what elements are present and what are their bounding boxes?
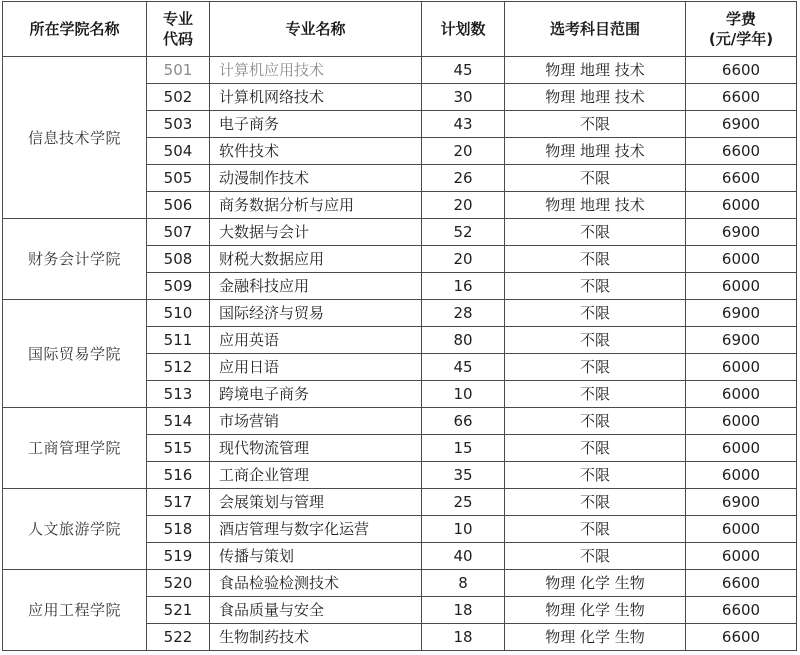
subjects-cell: 不限 — [505, 273, 686, 300]
subjects-cell: 物理 地理 技术 — [505, 192, 686, 219]
major-name-cell: 食品检验检测技术 — [210, 570, 422, 597]
plan-count-cell: 20 — [422, 246, 505, 273]
major-code-cell: 510 — [147, 300, 210, 327]
table-body — [3, 57, 797, 651]
plan-count-cell: 8 — [422, 570, 505, 597]
tuition-fee-cell: 6000 — [686, 354, 797, 381]
plan-count-cell: 45 — [422, 57, 505, 84]
tuition-fee-cell: 6000 — [686, 408, 797, 435]
table-row — [3, 570, 797, 597]
subjects-cell: 不限 — [505, 165, 686, 192]
tuition-fee-cell: 6600 — [686, 597, 797, 624]
plan-count-cell: 40 — [422, 543, 505, 570]
major-code-cell: 501 — [147, 57, 210, 84]
tuition-fee-cell: 6600 — [686, 57, 797, 84]
major-code-cell: 512 — [147, 354, 210, 381]
header-college: 所在学院名称 — [3, 2, 147, 57]
college-cell: 财务会计学院 — [3, 219, 147, 300]
major-code-cell: 505 — [147, 165, 210, 192]
subjects-cell: 不限 — [505, 516, 686, 543]
plan-count-cell: 28 — [422, 300, 505, 327]
header-subjects: 选考科目范围 — [505, 2, 686, 57]
tuition-fee-cell: 6600 — [686, 84, 797, 111]
major-name-cell: 财税大数据应用 — [210, 246, 422, 273]
major-name-cell: 生物制药技术 — [210, 624, 422, 651]
major-code-cell: 519 — [147, 543, 210, 570]
plan-count-cell: 66 — [422, 408, 505, 435]
plan-count-cell: 10 — [422, 381, 505, 408]
plan-count-cell: 30 — [422, 84, 505, 111]
subjects-cell: 物理 地理 技术 — [505, 138, 686, 165]
major-code-cell: 508 — [147, 246, 210, 273]
major-code-cell: 509 — [147, 273, 210, 300]
table-row — [3, 57, 797, 84]
subjects-cell: 不限 — [505, 327, 686, 354]
plan-count-cell: 25 — [422, 489, 505, 516]
major-name-cell: 应用日语 — [210, 354, 422, 381]
tuition-fee-cell: 6900 — [686, 327, 797, 354]
tuition-fee-cell: 6600 — [686, 165, 797, 192]
tuition-fee-cell: 6900 — [686, 489, 797, 516]
subjects-cell: 不限 — [505, 111, 686, 138]
table-row — [3, 219, 797, 246]
tuition-fee-cell: 6000 — [686, 246, 797, 273]
major-name-cell: 传播与策划 — [210, 543, 422, 570]
tuition-fee-cell: 6900 — [686, 300, 797, 327]
college-cell: 信息技术学院 — [3, 57, 147, 219]
subjects-cell: 不限 — [505, 543, 686, 570]
tuition-fee-cell: 6000 — [686, 435, 797, 462]
plan-count-cell: 26 — [422, 165, 505, 192]
major-code-cell: 516 — [147, 462, 210, 489]
major-name-cell: 应用英语 — [210, 327, 422, 354]
plan-count-cell: 43 — [422, 111, 505, 138]
tuition-fee-cell: 6000 — [686, 192, 797, 219]
college-cell: 国际贸易学院 — [3, 300, 147, 408]
subjects-cell: 物理 化学 生物 — [505, 597, 686, 624]
tuition-fee-cell: 6000 — [686, 381, 797, 408]
major-code-cell: 506 — [147, 192, 210, 219]
plan-count-cell: 52 — [422, 219, 505, 246]
tuition-fee-cell: 6600 — [686, 624, 797, 651]
table-row — [3, 489, 797, 516]
major-name-cell: 计算机网络技术 — [210, 84, 422, 111]
major-code-cell: 503 — [147, 111, 210, 138]
header-major: 专业名称 — [210, 2, 422, 57]
tuition-fee-cell: 6600 — [686, 570, 797, 597]
tuition-fee-cell: 6900 — [686, 219, 797, 246]
header-plan: 计划数 — [422, 2, 505, 57]
major-name-cell: 商务数据分析与应用 — [210, 192, 422, 219]
major-code-cell: 520 — [147, 570, 210, 597]
plan-count-cell: 10 — [422, 516, 505, 543]
plan-count-cell: 20 — [422, 192, 505, 219]
major-code-cell: 521 — [147, 597, 210, 624]
plan-count-cell: 35 — [422, 462, 505, 489]
major-code-cell: 513 — [147, 381, 210, 408]
major-code-cell: 517 — [147, 489, 210, 516]
subjects-cell: 不限 — [505, 489, 686, 516]
major-name-cell: 食品质量与安全 — [210, 597, 422, 624]
tuition-fee-cell: 6000 — [686, 462, 797, 489]
subjects-cell: 不限 — [505, 462, 686, 489]
enrollment-plan-table — [2, 1, 796, 651]
major-name-cell: 动漫制作技术 — [210, 165, 422, 192]
major-name-cell: 现代物流管理 — [210, 435, 422, 462]
college-cell: 应用工程学院 — [3, 570, 147, 651]
plan-count-cell: 18 — [422, 597, 505, 624]
header-fee: 学费 (元/学年) — [686, 2, 797, 57]
major-name-cell: 电子商务 — [210, 111, 422, 138]
subjects-cell: 不限 — [505, 435, 686, 462]
major-code-cell: 511 — [147, 327, 210, 354]
college-cell: 工商管理学院 — [3, 408, 147, 489]
subjects-cell: 不限 — [505, 219, 686, 246]
tuition-fee-cell: 6600 — [686, 138, 797, 165]
plan-count-cell: 20 — [422, 138, 505, 165]
subjects-cell: 不限 — [505, 381, 686, 408]
major-name-cell: 大数据与会计 — [210, 219, 422, 246]
major-name-cell: 国际经济与贸易 — [210, 300, 422, 327]
major-name-cell: 软件技术 — [210, 138, 422, 165]
header-row — [3, 2, 797, 57]
subjects-cell: 不限 — [505, 408, 686, 435]
major-code-cell: 504 — [147, 138, 210, 165]
major-name-cell: 工商企业管理 — [210, 462, 422, 489]
tuition-fee-cell: 6000 — [686, 543, 797, 570]
major-code-cell: 507 — [147, 219, 210, 246]
subjects-cell: 物理 地理 技术 — [505, 84, 686, 111]
plan-count-cell: 45 — [422, 354, 505, 381]
plan-table — [2, 1, 797, 651]
major-name-cell: 金融科技应用 — [210, 273, 422, 300]
major-code-cell: 518 — [147, 516, 210, 543]
major-code-cell: 515 — [147, 435, 210, 462]
major-code-cell: 514 — [147, 408, 210, 435]
tuition-fee-cell: 6000 — [686, 273, 797, 300]
subjects-cell: 不限 — [505, 246, 686, 273]
major-code-cell: 502 — [147, 84, 210, 111]
major-name-cell: 市场营销 — [210, 408, 422, 435]
major-name-cell: 跨境电子商务 — [210, 381, 422, 408]
subjects-cell: 物理 化学 生物 — [505, 570, 686, 597]
major-name-cell: 会展策划与管理 — [210, 489, 422, 516]
plan-count-cell: 15 — [422, 435, 505, 462]
major-name-cell: 酒店管理与数字化运营 — [210, 516, 422, 543]
major-code-cell: 522 — [147, 624, 210, 651]
header-code: 专业 代码 — [147, 2, 210, 57]
table-row — [3, 408, 797, 435]
subjects-cell: 不限 — [505, 354, 686, 381]
tuition-fee-cell: 6900 — [686, 111, 797, 138]
plan-count-cell: 80 — [422, 327, 505, 354]
subjects-cell: 物理 地理 技术 — [505, 57, 686, 84]
table-row — [3, 300, 797, 327]
college-cell: 人文旅游学院 — [3, 489, 147, 570]
plan-count-cell: 16 — [422, 273, 505, 300]
tuition-fee-cell: 6000 — [686, 516, 797, 543]
subjects-cell: 物理 化学 生物 — [505, 624, 686, 651]
subjects-cell: 不限 — [505, 300, 686, 327]
major-name-cell: 计算机应用技术 — [210, 57, 422, 84]
plan-count-cell: 18 — [422, 624, 505, 651]
